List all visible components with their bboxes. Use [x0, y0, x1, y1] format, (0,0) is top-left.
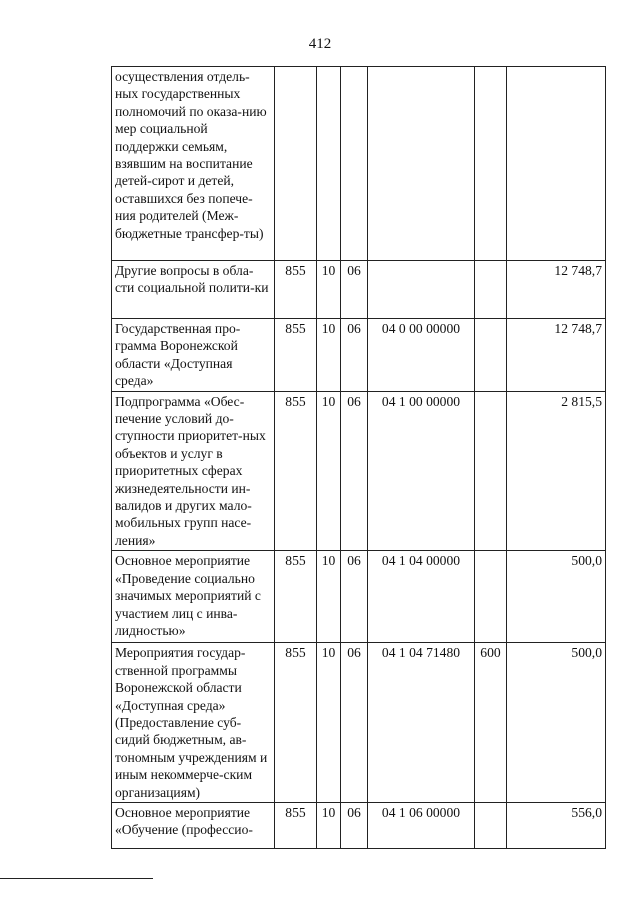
row-csr-cell — [368, 261, 475, 319]
row-name-cell: Другие вопросы в обла-сти социальной полити-ки — [112, 261, 275, 319]
row-amount-cell: 556,0 — [507, 802, 606, 848]
row-name-cell: Мероприятия государ-ственной программы Воронежской области «Доступная среда» (Предоставление суб-сидий бюджетным, ав-тономным учреждениям и иным некоммерче-ским организациям) — [112, 643, 275, 803]
page-number: 412 — [308, 36, 332, 52]
row-rz-cell: 10 — [317, 261, 341, 319]
row-amount-cell: 12 748,7 — [507, 319, 606, 392]
row-rz-cell: 10 — [317, 643, 341, 803]
table-row — [112, 643, 606, 803]
table-row — [112, 319, 606, 392]
row-csr-cell: 04 1 06 00000 — [368, 802, 475, 848]
footnote-divider — [0, 878, 153, 879]
row-vr-cell — [475, 551, 507, 643]
budget-table-body — [112, 67, 606, 849]
row-ved-cell: 855 — [275, 261, 317, 319]
row-rz-cell: 10 — [317, 319, 341, 392]
table-row — [112, 67, 606, 261]
row-ved-cell: 855 — [275, 802, 317, 848]
row-name-cell: Государственная про-грамма Воронежской области «Доступная среда» — [112, 319, 275, 392]
row-pr-cell: 06 — [341, 802, 368, 848]
row-rz-cell: 10 — [317, 802, 341, 848]
row-rz-cell — [317, 67, 341, 261]
row-csr-cell — [368, 67, 475, 261]
row-csr-cell: 04 1 00 00000 — [368, 391, 475, 551]
table-row — [112, 391, 606, 551]
row-name-cell: Основное мероприятие «Проведение социально значимых мероприятий с участием лиц с инва-лидностью» — [112, 551, 275, 643]
row-ved-cell: 855 — [275, 319, 317, 392]
row-amount-cell: 2 815,5 — [507, 391, 606, 551]
row-amount-cell: 500,0 — [507, 643, 606, 803]
row-csr-cell: 04 0 00 00000 — [368, 319, 475, 392]
row-pr-cell — [341, 67, 368, 261]
row-vr-cell: 600 — [475, 643, 507, 803]
budget-table — [111, 66, 606, 849]
row-amount-cell — [507, 67, 606, 261]
row-pr-cell: 06 — [341, 551, 368, 643]
table-row — [112, 261, 606, 319]
row-amount-cell: 500,0 — [507, 551, 606, 643]
row-ved-cell: 855 — [275, 391, 317, 551]
row-vr-cell — [475, 391, 507, 551]
row-pr-cell: 06 — [341, 643, 368, 803]
row-csr-cell: 04 1 04 00000 — [368, 551, 475, 643]
row-vr-cell — [475, 261, 507, 319]
row-pr-cell: 06 — [341, 391, 368, 551]
row-ved-cell: 855 — [275, 551, 317, 643]
row-rz-cell: 10 — [317, 391, 341, 551]
row-ved-cell: 855 — [275, 643, 317, 803]
row-vr-cell — [475, 67, 507, 261]
row-amount-cell: 12 748,7 — [507, 261, 606, 319]
row-name-cell: Основное мероприятие «Обучение (профессио- — [112, 802, 275, 848]
table-row — [112, 802, 606, 848]
row-vr-cell — [475, 802, 507, 848]
row-pr-cell: 06 — [341, 319, 368, 392]
row-rz-cell: 10 — [317, 551, 341, 643]
row-name-cell: осуществления отдель-ных государственных полномочий по оказа-нию мер социальной поддержки семьям, взявшим на воспитание детей-сирот и детей, оставшихся без попече-ния родителей (Меж-бюджетные трансфер-ты) — [112, 67, 275, 261]
row-vr-cell — [475, 319, 507, 392]
row-name-cell: Подпрограмма «Обес-печение условий до-ступности приоритет-ных объектов и услуг в приоритетных сферах жизнедеятельности ин-валидов и других мало-мобильных групп насе-ления» — [112, 391, 275, 551]
row-csr-cell: 04 1 04 71480 — [368, 643, 475, 803]
table-row — [112, 551, 606, 643]
row-ved-cell — [275, 67, 317, 261]
row-pr-cell: 06 — [341, 261, 368, 319]
